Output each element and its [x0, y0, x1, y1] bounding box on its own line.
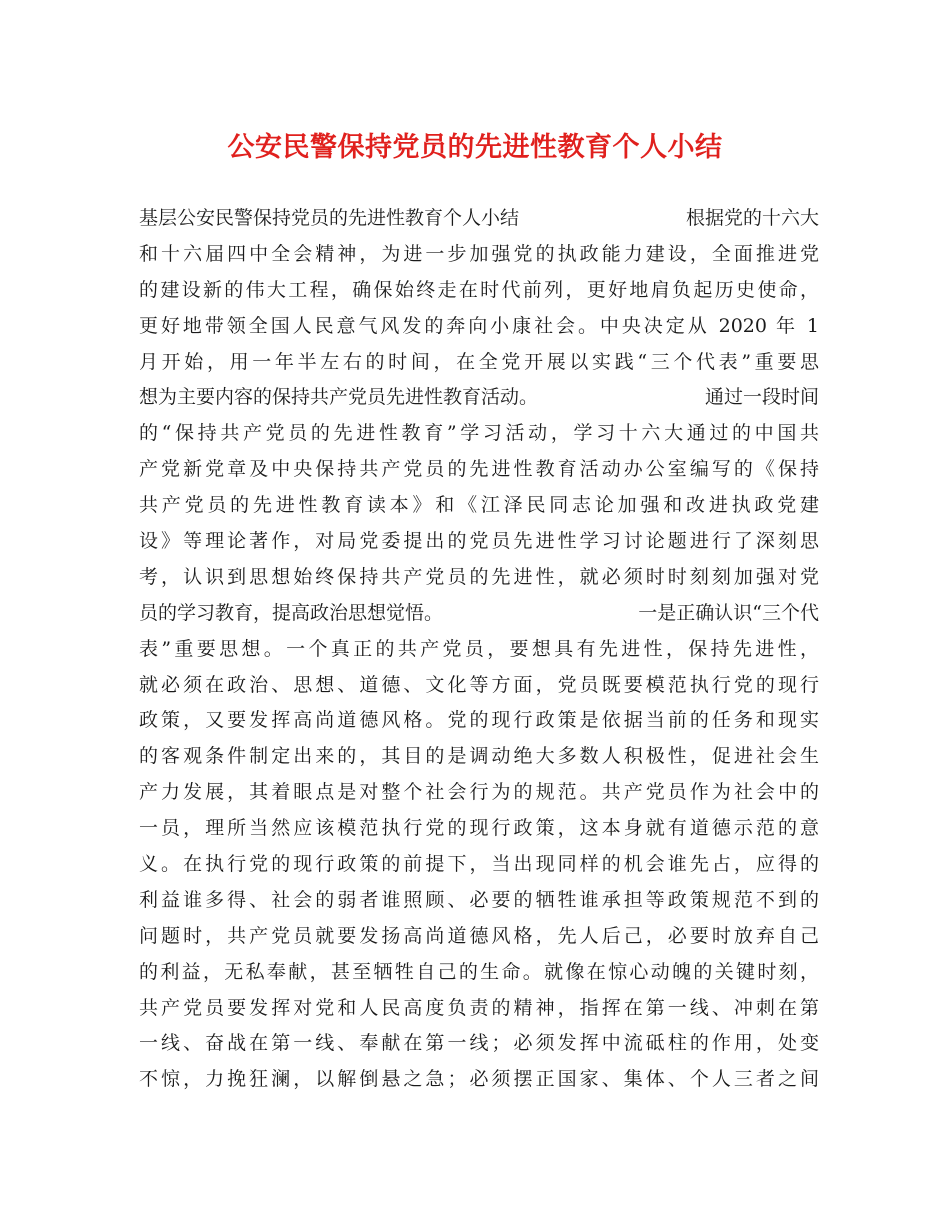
body-line-text: 表”重要思想。一个真正的共产党员，要想具有先进性，保持先进性， — [139, 637, 819, 660]
body-line — [139, 775, 819, 811]
body-line — [139, 237, 819, 273]
body-line — [139, 201, 819, 237]
body-line-text: 共产党员要发挥对党和人民高度负责的精神，指挥在第一线、冲刺在第 — [139, 996, 819, 1019]
body-line-text: 一线、奋战在第一线、奉献在第一线；必须发挥中流砥柱的作用，处变 — [139, 1032, 819, 1055]
body-line — [139, 416, 819, 452]
body-line — [139, 1026, 819, 1062]
body-line-text: 不惊，力挽狂澜，以解倒悬之急；必须摆正国家、集体、个人三者之间 — [139, 1068, 819, 1091]
body-line-text: 的“保持共产党员的先进性教育”学习活动，学习十六大通过的中国共 — [139, 422, 819, 445]
body-line-text: 产党新党章及中央保持共产党员的先进性教育活动办公室编写的《保持 — [139, 458, 819, 481]
body-line-text: 想为主要内容的保持共产党员先进性教育活动。 — [139, 386, 539, 409]
body-line-text: 和十六届四中全会精神，为进一步加强党的执政能力建设，全面推进党 — [139, 242, 819, 265]
body-line — [139, 955, 819, 991]
body-line-text: 基层公安民警保持党员的先进性教育个人小结 — [139, 207, 520, 229]
body-line-text: 一员，理所当然应该模范执行党的现行政策，这本身就有道德示范的意 — [139, 817, 819, 840]
body-line-text: 义。在执行党的现行政策的前提下，当出现同样的机会谁先占，应得的 — [139, 853, 819, 876]
body-line-text: 政策，又要发挥高尚道德风格。党的现行政策是依据当前的任务和现实 — [139, 709, 819, 732]
body-line-text: 共产党员的先进性教育读本》和《江泽民同志论加强和改进执政党建 — [139, 494, 819, 517]
body-line — [139, 524, 819, 560]
body-line — [139, 452, 819, 488]
document-title: 公安民警保持党员的先进性教育个人小结 — [227, 132, 723, 163]
body-line-text: 考，认识到思想始终保持共产党员的先进性，就必须时时刻刻加强对党 — [139, 565, 819, 588]
body-line-continuation: 通过一段时间 — [704, 386, 819, 409]
body-line-text: 月开始，用一年半左右的时间，在全党开展以实践“三个代表”重要思 — [139, 350, 819, 373]
body-line — [139, 596, 819, 632]
body-line — [139, 883, 819, 919]
body-line-text: 设》等理论著作，对局党委提出的党员先进性学习讨论题进行了深刻思 — [139, 530, 819, 553]
body-line — [139, 488, 819, 524]
body-line — [139, 811, 819, 847]
body-line-text: 就必须在政治、思想、道德、文化等方面，党员既要模范执行党的现行 — [139, 673, 819, 696]
body-line-text: 产力发展，其着眼点是对整个社会行为的规范。共产党员作为社会中的 — [139, 781, 819, 804]
body-line — [139, 560, 819, 596]
body-line — [139, 345, 819, 381]
body-line — [139, 273, 819, 309]
body-line-text: 的客观条件制定出来的，其目的是调动绝大多数人积极性，促进社会生 — [139, 745, 819, 768]
body-line-text: 的建设新的伟大工程，确保始终走在时代前列，更好地肩负起历史使命， — [139, 278, 819, 301]
body-line — [139, 703, 819, 739]
body-line — [139, 919, 819, 955]
document-body — [139, 201, 819, 1098]
body-line-text: 利益谁多得、社会的弱者谁照顾、必要的牺牲谁承担等政策规范不到的 — [139, 888, 819, 911]
body-line — [139, 1062, 819, 1098]
body-line — [139, 991, 819, 1027]
body-line-text: 问题时，共产党员就要发扬高尚道德风格，先人后己，必要时放弃自己 — [139, 924, 819, 947]
body-line — [139, 739, 819, 775]
body-line — [139, 632, 819, 668]
body-line-continuation: 根据党的十六大 — [685, 207, 819, 229]
body-line-text: 员的学习教育，提高政治思想觉悟。 — [139, 601, 444, 624]
body-line-text: 更好地带领全国人民意气风发的奔向小康社会。中央决定从 2020 年 1 — [139, 314, 819, 337]
body-line — [139, 309, 819, 345]
body-line — [139, 668, 819, 704]
body-line-continuation: 一是正确认识“三个代 — [638, 601, 819, 624]
body-line — [139, 380, 819, 416]
body-line — [139, 847, 819, 883]
body-line-text: 的利益，无私奉献，甚至牺牲自己的生命。就像在惊心动魄的关键时刻， — [139, 960, 819, 983]
